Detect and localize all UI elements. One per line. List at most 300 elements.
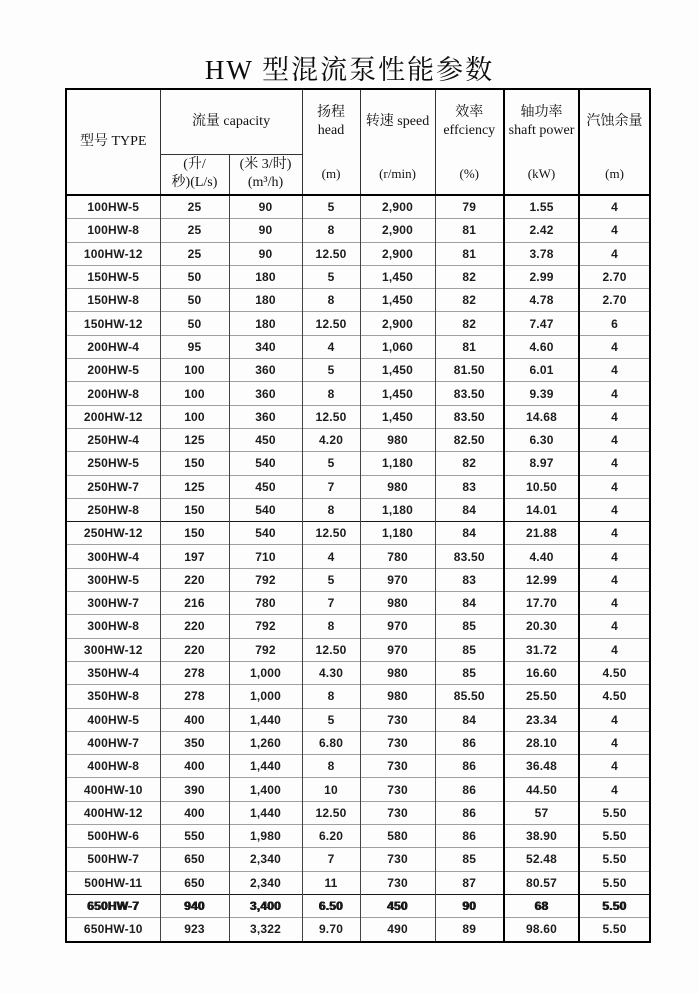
cell-capacity_ls: 216 bbox=[160, 592, 229, 615]
cell-speed: 2,900 bbox=[360, 242, 435, 265]
cell-shaft_power: 1.55 bbox=[504, 195, 579, 219]
cell-head: 7 bbox=[302, 848, 360, 871]
header-efficiency bbox=[435, 89, 504, 195]
cell-shaft_power: 8.97 bbox=[504, 452, 579, 475]
cell-efficiency: 82 bbox=[435, 312, 504, 335]
cell-speed: 730 bbox=[360, 708, 435, 731]
table-row bbox=[66, 545, 650, 568]
header-capacity-ls-line2: 秒)(L/s) bbox=[171, 175, 218, 191]
table-row bbox=[66, 195, 650, 219]
table-row bbox=[66, 382, 650, 405]
cell-npsh: 4 bbox=[579, 359, 650, 382]
cell-speed: 980 bbox=[360, 685, 435, 708]
cell-shaft_power: 2.99 bbox=[504, 265, 579, 288]
cell-npsh: 4 bbox=[579, 242, 650, 265]
table-row bbox=[66, 801, 650, 824]
cell-npsh: 4 bbox=[579, 755, 650, 778]
cell-head: 8 bbox=[302, 498, 360, 521]
cell-npsh: 5.50 bbox=[579, 801, 650, 824]
cell-npsh: 2.70 bbox=[579, 289, 650, 312]
cell-speed: 980 bbox=[360, 661, 435, 684]
cell-shaft_power: 14.01 bbox=[504, 498, 579, 521]
table-row bbox=[66, 289, 650, 312]
cell-capacity_m3h: 792 bbox=[229, 615, 302, 638]
cell-efficiency: 85 bbox=[435, 848, 504, 871]
cell-head: 7 bbox=[302, 592, 360, 615]
table-body bbox=[66, 195, 650, 942]
header-head-label: 扬程 head bbox=[317, 105, 346, 138]
cell-capacity_m3h: 90 bbox=[229, 242, 302, 265]
cell-efficiency: 90 bbox=[435, 894, 504, 917]
cell-type: 300HW-4 bbox=[66, 545, 160, 568]
cell-type: 200HW-4 bbox=[66, 335, 160, 358]
cell-shaft_power: 20.30 bbox=[504, 615, 579, 638]
cell-capacity_ls: 125 bbox=[160, 475, 229, 498]
cell-capacity_ls: 150 bbox=[160, 522, 229, 545]
cell-head: 8 bbox=[302, 685, 360, 708]
cell-efficiency: 81 bbox=[435, 242, 504, 265]
cell-head: 5 bbox=[302, 265, 360, 288]
cell-type: 650HW-10 bbox=[66, 918, 160, 942]
cell-capacity_m3h: 792 bbox=[229, 568, 302, 591]
header-shaft-power bbox=[504, 89, 579, 195]
cell-speed: 970 bbox=[360, 615, 435, 638]
cell-capacity_ls: 350 bbox=[160, 731, 229, 754]
table-row bbox=[66, 685, 650, 708]
cell-head: 5 bbox=[302, 359, 360, 382]
cell-capacity_m3h: 180 bbox=[229, 289, 302, 312]
cell-type: 200HW-8 bbox=[66, 382, 160, 405]
cell-efficiency: 85 bbox=[435, 661, 504, 684]
cell-head: 8 bbox=[302, 755, 360, 778]
table-row bbox=[66, 475, 650, 498]
cell-speed: 1,180 bbox=[360, 522, 435, 545]
header-efficiency-en: effciency bbox=[443, 123, 496, 138]
cell-capacity_m3h: 1,440 bbox=[229, 708, 302, 731]
cell-npsh: 5.50 bbox=[579, 871, 650, 894]
cell-type: 400HW-7 bbox=[66, 731, 160, 754]
header-speed-label: 转速 speed bbox=[365, 114, 430, 129]
cell-capacity_ls: 125 bbox=[160, 428, 229, 451]
cell-shaft_power: 9.39 bbox=[504, 382, 579, 405]
cell-efficiency: 83 bbox=[435, 568, 504, 591]
table-row bbox=[66, 615, 650, 638]
cell-capacity_ls: 923 bbox=[160, 918, 229, 942]
cell-efficiency: 84 bbox=[435, 708, 504, 731]
cell-shaft_power: 31.72 bbox=[504, 638, 579, 661]
cell-shaft_power: 10.50 bbox=[504, 475, 579, 498]
cell-head: 4 bbox=[302, 545, 360, 568]
cell-capacity_m3h: 360 bbox=[229, 359, 302, 382]
cell-capacity_m3h: 1,000 bbox=[229, 685, 302, 708]
cell-speed: 490 bbox=[360, 918, 435, 942]
header-npsh bbox=[579, 89, 650, 195]
cell-speed: 580 bbox=[360, 825, 435, 848]
cell-shaft_power: 38.90 bbox=[504, 825, 579, 848]
table-row bbox=[66, 894, 650, 917]
cell-speed: 780 bbox=[360, 545, 435, 568]
cell-npsh: 4 bbox=[579, 592, 650, 615]
cell-capacity_m3h: 540 bbox=[229, 522, 302, 545]
cell-capacity_ls: 50 bbox=[160, 289, 229, 312]
table-row bbox=[66, 335, 650, 358]
cell-speed: 1,060 bbox=[360, 335, 435, 358]
table-row bbox=[66, 359, 650, 382]
cell-type: 300HW-12 bbox=[66, 638, 160, 661]
cell-type: 200HW-12 bbox=[66, 405, 160, 428]
cell-speed: 1,450 bbox=[360, 405, 435, 428]
table-row bbox=[66, 661, 650, 684]
cell-efficiency: 81 bbox=[435, 219, 504, 242]
cell-speed: 450 bbox=[360, 894, 435, 917]
cell-efficiency: 86 bbox=[435, 825, 504, 848]
table-row bbox=[66, 405, 650, 428]
cell-speed: 2,900 bbox=[360, 312, 435, 335]
cell-type: 300HW-7 bbox=[66, 592, 160, 615]
cell-efficiency: 82.50 bbox=[435, 428, 504, 451]
table-row bbox=[66, 312, 650, 335]
cell-head: 11 bbox=[302, 871, 360, 894]
cell-head: 12.50 bbox=[302, 522, 360, 545]
cell-capacity_m3h: 1,260 bbox=[229, 731, 302, 754]
cell-shaft_power: 6.30 bbox=[504, 428, 579, 451]
cell-capacity_m3h: 540 bbox=[229, 452, 302, 475]
cell-capacity_m3h: 340 bbox=[229, 335, 302, 358]
cell-speed: 2,900 bbox=[360, 219, 435, 242]
cell-capacity_ls: 100 bbox=[160, 382, 229, 405]
cell-npsh: 4 bbox=[579, 638, 650, 661]
table-row bbox=[66, 918, 650, 942]
cell-type: 250HW-8 bbox=[66, 498, 160, 521]
table-row bbox=[66, 848, 650, 871]
cell-head: 6.50 bbox=[302, 894, 360, 917]
cell-capacity_m3h: 540 bbox=[229, 498, 302, 521]
header-speed-unit: (r/min) bbox=[379, 166, 416, 181]
cell-speed: 2,900 bbox=[360, 195, 435, 219]
cell-capacity_m3h: 360 bbox=[229, 405, 302, 428]
cell-capacity_m3h: 1,980 bbox=[229, 825, 302, 848]
cell-head: 12.50 bbox=[302, 312, 360, 335]
header-type: 型号 TYPE bbox=[66, 89, 160, 195]
cell-capacity_ls: 400 bbox=[160, 801, 229, 824]
cell-type: 400HW-12 bbox=[66, 801, 160, 824]
cell-capacity_ls: 220 bbox=[160, 568, 229, 591]
cell-capacity_ls: 197 bbox=[160, 545, 229, 568]
cell-shaft_power: 7.47 bbox=[504, 312, 579, 335]
cell-head: 5 bbox=[302, 195, 360, 219]
cell-capacity_ls: 650 bbox=[160, 871, 229, 894]
header-efficiency-unit: (%) bbox=[459, 166, 480, 181]
cell-head: 5 bbox=[302, 568, 360, 591]
table-row bbox=[66, 428, 650, 451]
cell-npsh: 5.50 bbox=[579, 918, 650, 942]
cell-head: 4.20 bbox=[302, 428, 360, 451]
cell-speed: 1,180 bbox=[360, 498, 435, 521]
cell-type: 150HW-5 bbox=[66, 265, 160, 288]
cell-head: 12.50 bbox=[302, 405, 360, 428]
cell-type: 250HW-5 bbox=[66, 452, 160, 475]
cell-efficiency: 82 bbox=[435, 452, 504, 475]
cell-capacity_m3h: 710 bbox=[229, 545, 302, 568]
table-row bbox=[66, 778, 650, 801]
cell-shaft_power: 14.68 bbox=[504, 405, 579, 428]
cell-head: 12.50 bbox=[302, 801, 360, 824]
cell-speed: 1,450 bbox=[360, 359, 435, 382]
cell-capacity_m3h: 360 bbox=[229, 382, 302, 405]
cell-capacity_m3h: 450 bbox=[229, 428, 302, 451]
cell-npsh: 4 bbox=[579, 382, 650, 405]
cell-shaft_power: 4.40 bbox=[504, 545, 579, 568]
cell-efficiency: 84 bbox=[435, 498, 504, 521]
cell-shaft_power: 2.42 bbox=[504, 219, 579, 242]
cell-efficiency: 79 bbox=[435, 195, 504, 219]
cell-capacity_ls: 25 bbox=[160, 242, 229, 265]
cell-type: 650HW-7 bbox=[66, 894, 160, 917]
cell-shaft_power: 21.88 bbox=[504, 522, 579, 545]
table-row bbox=[66, 568, 650, 591]
cell-capacity_m3h: 1,400 bbox=[229, 778, 302, 801]
cell-capacity_ls: 220 bbox=[160, 638, 229, 661]
header-capacity-group: 流量 capacity bbox=[160, 89, 302, 154]
cell-shaft_power: 4.78 bbox=[504, 289, 579, 312]
cell-type: 100HW-5 bbox=[66, 195, 160, 219]
cell-type: 100HW-8 bbox=[66, 219, 160, 242]
header-npsh-label: 汽蚀余量 bbox=[586, 114, 643, 129]
cell-head: 12.50 bbox=[302, 638, 360, 661]
cell-shaft_power: 52.48 bbox=[504, 848, 579, 871]
header-speed bbox=[360, 89, 435, 195]
cell-capacity_m3h: 1,440 bbox=[229, 801, 302, 824]
cell-type: 300HW-5 bbox=[66, 568, 160, 591]
cell-npsh: 5.50 bbox=[579, 825, 650, 848]
cell-npsh: 4 bbox=[579, 428, 650, 451]
cell-speed: 730 bbox=[360, 778, 435, 801]
cell-capacity_ls: 278 bbox=[160, 685, 229, 708]
cell-capacity_m3h: 90 bbox=[229, 219, 302, 242]
cell-capacity_ls: 150 bbox=[160, 452, 229, 475]
cell-npsh: 4 bbox=[579, 475, 650, 498]
cell-head: 12.50 bbox=[302, 242, 360, 265]
cell-head: 10 bbox=[302, 778, 360, 801]
cell-type: 100HW-12 bbox=[66, 242, 160, 265]
cell-type: 200HW-5 bbox=[66, 359, 160, 382]
cell-shaft_power: 4.60 bbox=[504, 335, 579, 358]
cell-shaft_power: 44.50 bbox=[504, 778, 579, 801]
cell-capacity_ls: 550 bbox=[160, 825, 229, 848]
cell-head: 8 bbox=[302, 289, 360, 312]
cell-head: 8 bbox=[302, 219, 360, 242]
cell-npsh: 4 bbox=[579, 568, 650, 591]
table-row bbox=[66, 592, 650, 615]
cell-type: 400HW-5 bbox=[66, 708, 160, 731]
cell-head: 8 bbox=[302, 382, 360, 405]
cell-capacity_m3h: 2,340 bbox=[229, 871, 302, 894]
cell-capacity_m3h: 792 bbox=[229, 638, 302, 661]
cell-capacity_m3h: 2,340 bbox=[229, 848, 302, 871]
header-efficiency-cn: 效率 bbox=[455, 105, 484, 120]
cell-capacity_ls: 150 bbox=[160, 498, 229, 521]
cell-efficiency: 81.50 bbox=[435, 359, 504, 382]
cell-speed: 980 bbox=[360, 592, 435, 615]
cell-head: 6.80 bbox=[302, 731, 360, 754]
cell-efficiency: 81 bbox=[435, 335, 504, 358]
cell-shaft_power: 3.78 bbox=[504, 242, 579, 265]
cell-shaft_power: 98.60 bbox=[504, 918, 579, 942]
cell-capacity_m3h: 180 bbox=[229, 265, 302, 288]
cell-capacity_ls: 50 bbox=[160, 265, 229, 288]
cell-efficiency: 83.50 bbox=[435, 545, 504, 568]
header-shaft-power-cn: 轴功率 bbox=[520, 105, 563, 120]
cell-capacity_ls: 400 bbox=[160, 755, 229, 778]
cell-type: 150HW-12 bbox=[66, 312, 160, 335]
cell-capacity_ls: 220 bbox=[160, 615, 229, 638]
cell-type: 350HW-4 bbox=[66, 661, 160, 684]
cell-capacity_ls: 100 bbox=[160, 359, 229, 382]
cell-speed: 730 bbox=[360, 755, 435, 778]
cell-npsh: 5.50 bbox=[579, 848, 650, 871]
table-row bbox=[66, 638, 650, 661]
page-title: HW 型混流泵性能参数 bbox=[204, 55, 495, 85]
cell-efficiency: 85 bbox=[435, 638, 504, 661]
header-capacity-m3h-line1: (米 3/时) bbox=[239, 157, 292, 173]
cell-speed: 980 bbox=[360, 475, 435, 498]
cell-shaft_power: 57 bbox=[504, 801, 579, 824]
cell-speed: 730 bbox=[360, 731, 435, 754]
header-capacity-m3h-line2: (m³/h) bbox=[247, 175, 284, 191]
cell-efficiency: 86 bbox=[435, 755, 504, 778]
cell-capacity_ls: 25 bbox=[160, 219, 229, 242]
cell-shaft_power: 25.50 bbox=[504, 685, 579, 708]
cell-speed: 730 bbox=[360, 801, 435, 824]
cell-shaft_power: 23.34 bbox=[504, 708, 579, 731]
cell-speed: 1,180 bbox=[360, 452, 435, 475]
cell-head: 4 bbox=[302, 335, 360, 358]
cell-type: 250HW-12 bbox=[66, 522, 160, 545]
header-shaft-power-unit: (kW) bbox=[527, 166, 556, 181]
table-row bbox=[66, 708, 650, 731]
header-efficiency-label bbox=[436, 90, 504, 154]
cell-speed: 970 bbox=[360, 638, 435, 661]
cell-capacity_ls: 940 bbox=[160, 894, 229, 917]
cell-npsh: 4 bbox=[579, 335, 650, 358]
cell-shaft_power: 36.48 bbox=[504, 755, 579, 778]
cell-npsh: 6 bbox=[579, 312, 650, 335]
cell-npsh: 4 bbox=[579, 219, 650, 242]
cell-speed: 730 bbox=[360, 848, 435, 871]
cell-npsh: 4 bbox=[579, 778, 650, 801]
cell-head: 5 bbox=[302, 708, 360, 731]
header-head bbox=[302, 89, 360, 195]
cell-capacity_ls: 390 bbox=[160, 778, 229, 801]
cell-shaft_power: 80.57 bbox=[504, 871, 579, 894]
cell-type: 250HW-7 bbox=[66, 475, 160, 498]
cell-capacity_m3h: 450 bbox=[229, 475, 302, 498]
cell-shaft_power: 12.99 bbox=[504, 568, 579, 591]
table-header bbox=[66, 89, 650, 195]
cell-capacity_m3h: 1,000 bbox=[229, 661, 302, 684]
header-shaft-power-label bbox=[505, 90, 578, 154]
cell-npsh: 4 bbox=[579, 498, 650, 521]
cell-capacity_ls: 400 bbox=[160, 708, 229, 731]
table-row bbox=[66, 825, 650, 848]
cell-efficiency: 84 bbox=[435, 592, 504, 615]
cell-capacity_m3h: 90 bbox=[229, 195, 302, 219]
cell-speed: 1,450 bbox=[360, 289, 435, 312]
cell-type: 150HW-8 bbox=[66, 289, 160, 312]
table-row bbox=[66, 755, 650, 778]
cell-efficiency: 82 bbox=[435, 265, 504, 288]
table-row bbox=[66, 731, 650, 754]
cell-efficiency: 89 bbox=[435, 918, 504, 942]
cell-type: 400HW-8 bbox=[66, 755, 160, 778]
table-row bbox=[66, 522, 650, 545]
table-row bbox=[66, 242, 650, 265]
cell-npsh: 5.50 bbox=[579, 894, 650, 917]
cell-shaft_power: 68 bbox=[504, 894, 579, 917]
cell-shaft_power: 17.70 bbox=[504, 592, 579, 615]
cell-type: 500HW-11 bbox=[66, 871, 160, 894]
header-capacity-ls-line1: (升/ bbox=[183, 157, 206, 173]
cell-speed: 970 bbox=[360, 568, 435, 591]
table-row bbox=[66, 498, 650, 521]
cell-capacity_ls: 95 bbox=[160, 335, 229, 358]
cell-head: 4.30 bbox=[302, 661, 360, 684]
cell-head: 6.20 bbox=[302, 825, 360, 848]
table-row bbox=[66, 871, 650, 894]
cell-capacity_m3h: 780 bbox=[229, 592, 302, 615]
cell-type: 250HW-4 bbox=[66, 428, 160, 451]
cell-npsh: 4 bbox=[579, 452, 650, 475]
cell-type: 300HW-8 bbox=[66, 615, 160, 638]
cell-capacity_ls: 100 bbox=[160, 405, 229, 428]
table-row bbox=[66, 452, 650, 475]
cell-efficiency: 83.50 bbox=[435, 405, 504, 428]
cell-npsh: 4 bbox=[579, 708, 650, 731]
cell-head: 5 bbox=[302, 452, 360, 475]
cell-capacity_m3h: 3,322 bbox=[229, 918, 302, 942]
cell-capacity_m3h: 3,400 bbox=[229, 894, 302, 917]
cell-npsh: 4 bbox=[579, 522, 650, 545]
cell-shaft_power: 28.10 bbox=[504, 731, 579, 754]
cell-capacity_m3h: 1,440 bbox=[229, 755, 302, 778]
cell-efficiency: 85 bbox=[435, 615, 504, 638]
cell-speed: 730 bbox=[360, 871, 435, 894]
cell-speed: 1,450 bbox=[360, 265, 435, 288]
cell-efficiency: 86 bbox=[435, 731, 504, 754]
cell-npsh: 4.50 bbox=[579, 661, 650, 684]
cell-efficiency: 82 bbox=[435, 289, 504, 312]
table-row bbox=[66, 219, 650, 242]
cell-shaft_power: 6.01 bbox=[504, 359, 579, 382]
cell-head: 8 bbox=[302, 615, 360, 638]
pump-spec-table bbox=[65, 88, 651, 943]
cell-npsh: 4 bbox=[579, 731, 650, 754]
cell-type: 350HW-8 bbox=[66, 685, 160, 708]
header-npsh-unit: (m) bbox=[605, 166, 624, 181]
table-row bbox=[66, 265, 650, 288]
header-capacity-ls bbox=[160, 154, 229, 195]
cell-efficiency: 85.50 bbox=[435, 685, 504, 708]
header-shaft-power-en: shaft power bbox=[508, 123, 575, 138]
cell-capacity_ls: 25 bbox=[160, 195, 229, 219]
header-capacity-m3h bbox=[229, 154, 302, 195]
cell-efficiency: 84 bbox=[435, 522, 504, 545]
cell-capacity_ls: 278 bbox=[160, 661, 229, 684]
cell-efficiency: 86 bbox=[435, 778, 504, 801]
cell-efficiency: 86 bbox=[435, 801, 504, 824]
cell-type: 400HW-10 bbox=[66, 778, 160, 801]
cell-shaft_power: 16.60 bbox=[504, 661, 579, 684]
